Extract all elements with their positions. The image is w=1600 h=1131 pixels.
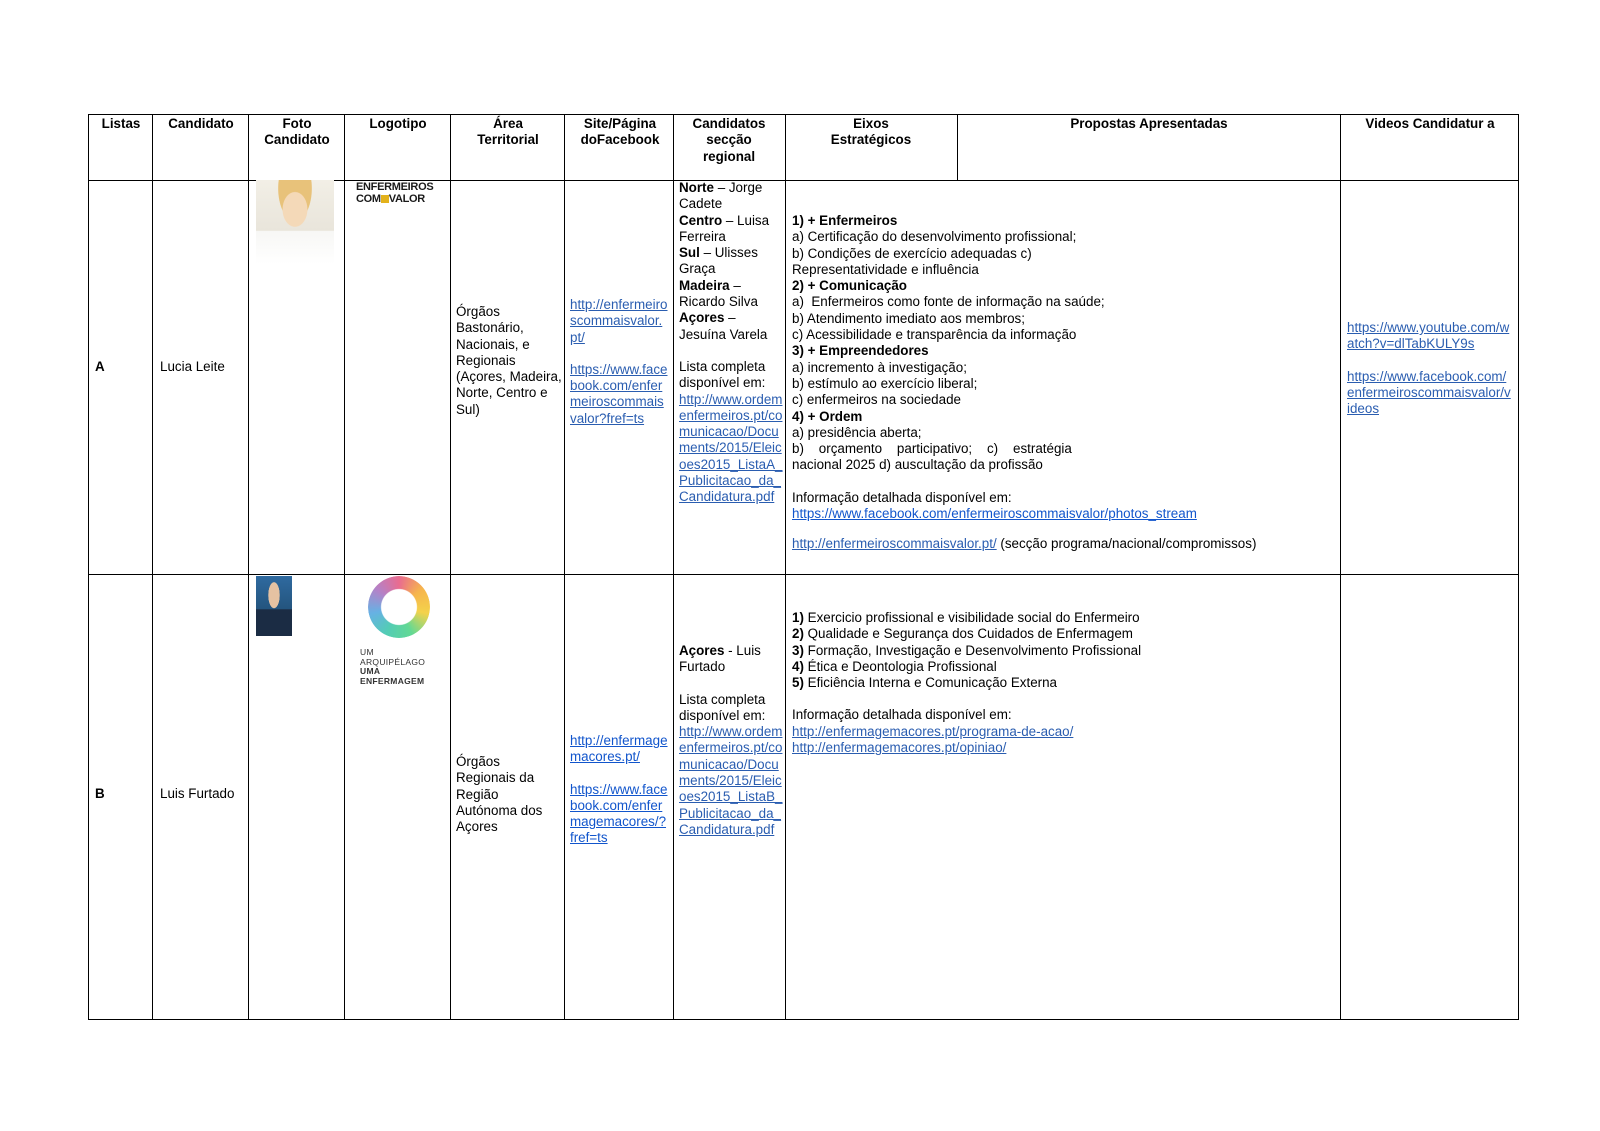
- logo-spiral-icon: [368, 576, 430, 638]
- lista-a-label: A: [95, 359, 105, 374]
- lista-completa-link-a[interactable]: http://www.ordemenfermeiros.pt/comunicacao/Documents/2015/Eleicoes2015_ListaA_Publicitacao_da_Candidatura.pdf: [679, 391, 783, 505]
- header-listas: Listas: [101, 116, 141, 131]
- eixo-item: c) Acessibilidade e transparência da informação: [792, 327, 1077, 343]
- candidates-table: [88, 114, 1519, 1020]
- eixo-item: [792, 675, 1332, 691]
- eixo-heading: 4) + Ordem: [792, 408, 863, 424]
- facebook-link-a[interactable]: https://www.facebook.com/enfermeiroscommaisvalor?fref=ts: [570, 361, 668, 426]
- info-facebook-link-a[interactable]: https://www.facebook.com/enfermeiroscommaisvalor/photos_stream: [792, 506, 1197, 522]
- info-label-b: Informação detalhada disponível em:: [792, 707, 1012, 723]
- eixo-text: Formação, Investigação e Desenvolvimento Profissional: [803, 642, 1142, 658]
- facebook-video-link-a[interactable]: https://www.facebook.com/enfermeiroscommaisvalor/videos: [1347, 368, 1511, 417]
- youtube-video-link-a[interactable]: https://www.youtube.com/watch?v=dlTabKULY9s: [1347, 320, 1510, 352]
- seccao-list-b: [679, 643, 783, 676]
- seccao-region: Sul: [679, 245, 700, 261]
- logo-text-line1-b: UM ARQUIPÉLAGO: [360, 647, 426, 667]
- eixo-item: [792, 626, 1332, 642]
- eixo-item: b) Condições de exercício adequadas c): [792, 245, 1032, 261]
- seccao-entry: [679, 310, 783, 343]
- col-divider: [1340, 114, 1341, 1020]
- eixo-text: Exercicio profissional e visibilidade social do Enfermeiro: [803, 610, 1140, 625]
- header-logotipo: Logotipo: [369, 116, 427, 131]
- header-videos: Videos Candidatur a: [1365, 116, 1495, 131]
- seccao-candidate: – Jorge Cadete: [679, 180, 763, 212]
- col-divider: [673, 114, 674, 1020]
- seccao-region: Norte: [679, 180, 714, 195]
- table-border-right: [1518, 114, 1519, 1020]
- eixo-text: Qualidade e Segurança dos Cuidados de Enfermagem: [803, 626, 1133, 642]
- eixo-item: Representatividade e influência: [792, 261, 979, 277]
- table-border-left: [88, 114, 89, 1020]
- eixo-number: 2): [792, 626, 804, 642]
- eixo-number: 3): [792, 642, 804, 658]
- seccao-regional-a: [679, 180, 783, 506]
- seccao-list-a: [679, 180, 783, 343]
- col-divider: [785, 114, 786, 1020]
- col-divider: [450, 114, 451, 1020]
- eixo-heading: 3) + Empreendedores: [792, 343, 929, 359]
- candidate-photo-b: [256, 576, 292, 636]
- logo-um-arquipelago: [360, 576, 440, 686]
- row-divider: [88, 574, 1519, 575]
- header-propostas: Propostas Apresentadas: [1070, 116, 1228, 131]
- info-opinion-link-b[interactable]: http://enfermagemacores.pt/opiniao/: [792, 740, 1007, 756]
- eixo-item: a) Enfermeiros como fonte de informação na saúde;: [792, 294, 1105, 310]
- site-link-a[interactable]: http://enfermeiroscommaisvalor.pt/: [570, 297, 668, 345]
- site-links-a: [570, 297, 668, 427]
- eixo-heading: 1) + Enfermeiros: [792, 213, 898, 228]
- eixo-item: a) presidência aberta;: [792, 424, 922, 440]
- seccao-entry: [679, 180, 783, 213]
- candidate-photo-a: [256, 180, 334, 264]
- col-divider: [564, 114, 565, 1020]
- eixo-item: b) orçamento participativo; c) estratégia: [792, 441, 1072, 457]
- col-divider: [248, 114, 249, 1020]
- candidate-name-a: Lucia Leite: [160, 359, 225, 374]
- logo-plus-square-icon: [381, 195, 389, 203]
- logo-text-line1: ENFERMEIROS: [356, 181, 434, 193]
- seccao-regional-b: [679, 643, 783, 838]
- seccao-region: Açores: [679, 643, 725, 658]
- eixo-number: 1): [792, 610, 804, 625]
- area-territorial-a: Órgãos Bastonário, Nacionais, e Regionais (Açores, Madeira, Norte, Centro e Sul): [456, 304, 562, 417]
- seccao-candidate: – Ricardo Silva: [679, 277, 758, 310]
- area-territorial-b: Órgãos Regionais da Região Autónoma dos Açores: [456, 754, 543, 835]
- seccao-candidate: – Ulisses Graça: [679, 245, 758, 277]
- seccao-entry: [679, 278, 783, 311]
- lista-b-label: B: [95, 786, 105, 801]
- seccao-candidate: – Luisa Ferreira: [679, 212, 770, 244]
- eixo-item: b) estímulo ao exercício liberal;: [792, 375, 978, 391]
- lista-completa-link-b[interactable]: http://www.ordemenfermeiros.pt/comunicacao/Documents/2015/Eleicoes2015_ListaB_Publicitacao_da_Candidatura.pdf: [679, 724, 783, 837]
- header-candidato: Candidato: [168, 116, 234, 131]
- lista-completa-label-b: Lista completa disponível em:: [679, 691, 766, 723]
- eixo-text: Eficiência Interna e Comunicação Externa: [803, 675, 1057, 691]
- eixo-item: [792, 659, 1332, 675]
- seccao-entry: [679, 213, 783, 246]
- logo-enfermeiros-com-valor: [356, 182, 440, 208]
- seccao-entry: [679, 245, 783, 278]
- logo-text-valor: VALOR: [388, 192, 425, 205]
- header-foto: Foto Candidato: [264, 116, 330, 148]
- table-border-top: [88, 114, 1519, 115]
- eixo-item: c) enfermeiros na sociedade: [792, 392, 961, 408]
- eixos-list-b: [792, 610, 1332, 691]
- eixo-heading: 2) + Comunicação: [792, 278, 907, 294]
- eixo-item: [792, 643, 1332, 659]
- header-seccao: Candidatos secção regional: [692, 116, 766, 164]
- seccao-candidate: - Luis Furtado: [679, 643, 761, 675]
- info-program-link-b[interactable]: http://enfermagemacores.pt/programa-de-acao/: [792, 723, 1074, 739]
- eixos-list-a: [792, 213, 1105, 474]
- header-eixos: Eixos Estratégicos: [830, 116, 912, 148]
- info-site-link-a[interactable]: http://enfermeiroscommaisvalor.pt/: [792, 536, 997, 552]
- propostas-a: [792, 213, 1332, 553]
- videos-a: [1347, 320, 1513, 417]
- propostas-b: [792, 610, 1332, 756]
- table-border-bottom: [88, 1019, 1519, 1020]
- site-links-b: [570, 733, 668, 847]
- eixo-item: a) Certificação do desenvolvimento profissional;: [792, 229, 1077, 245]
- logo-text-line2-b: UMA ENFERMAGEM: [360, 666, 425, 686]
- header-area: Área Territorial: [477, 116, 539, 148]
- eixo-item: a) incremento à investigação;: [792, 359, 967, 375]
- eixo-item: b) Atendimento imediato aos membros;: [792, 310, 1025, 326]
- header-site: Site/Página doFacebook: [580, 116, 660, 148]
- seccao-region: Centro: [679, 212, 723, 228]
- seccao-region: Açores: [679, 310, 725, 326]
- logo-text-com: COM: [356, 192, 381, 205]
- col-divider: [344, 114, 345, 1020]
- seccao-region: Madeira: [679, 277, 730, 293]
- col-divider: [152, 114, 153, 1020]
- col-divider-header: [957, 114, 958, 181]
- info-site-suffix-a: (secção programa/nacional/compromissos): [996, 536, 1257, 552]
- eixo-text: Ética e Deontologia Profissional: [803, 658, 997, 674]
- facebook-link-b[interactable]: https://www.facebook.com/enfermagemacores/?fref=ts: [570, 781, 668, 846]
- candidate-name-b: Luis Furtado: [160, 786, 235, 801]
- eixo-number: 5): [792, 675, 804, 691]
- site-link-b[interactable]: http://enfermagemacores.pt/: [570, 733, 668, 765]
- seccao-candidate: – Jesuína Varela: [679, 310, 768, 342]
- eixo-number: 4): [792, 658, 804, 674]
- eixo-item: nacional 2025 d) auscultação da profissão: [792, 457, 1043, 473]
- lista-completa-label-a: Lista completa disponível em:: [679, 358, 766, 391]
- seccao-entry: [679, 643, 783, 676]
- eixo-item: [792, 610, 1332, 626]
- info-label-a: Informação detalhada disponível em:: [792, 489, 1012, 505]
